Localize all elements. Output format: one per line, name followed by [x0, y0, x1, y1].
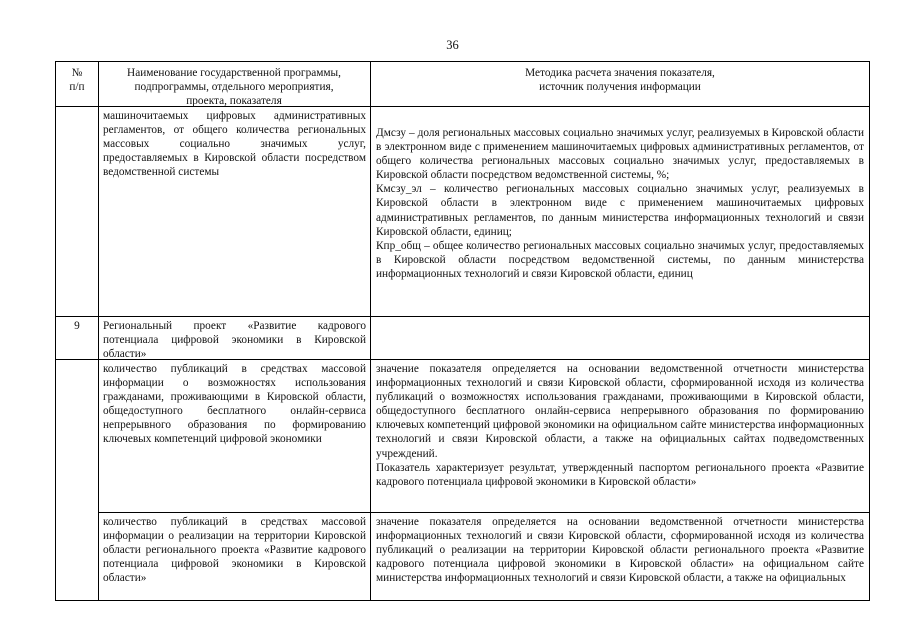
row-number: 9 — [74, 320, 80, 332]
row-divider — [98, 512, 869, 513]
method-paragraph: значение показателя определяется на основании ведомственной отчетности министерства информационных технологий и связи Кировской области, сформированной исходя из количества публикаций о реализации на территории Кировской области регионального проекта «Развитие кадрового потенциала цифровой экономики в Кировской области» на официальном сайте министерства информационных технологий и связи Кировской области, а также на официальных — [376, 516, 864, 585]
method-paragraph: значение показателя определяется на основании ведомственной отчетности министерства информационных технологий и связи Кировской области, сформированной исходя из количества публикаций о возможностях использования гражданами, проживающими в Кировской области, общедоступного бесплатного онлайн-сервиса непрерывного образования по формированию ключевых компетенций цифровой экономики на официальном сайте министерства информационных технологий и связи Кировской области, а также на официальных сайтах подведомственных учреждений. — [376, 363, 864, 460]
row-divider — [56, 316, 869, 317]
page-number: 36 — [446, 38, 459, 52]
column-divider — [370, 62, 371, 600]
row-name: количество публикаций в средствах массовой информации о возможностях использования гражданами, проживающими в Кировской области, общедоступного бесплатного онлайн-сервиса непрерывного образования по формированию ключевых компетенций цифровой экономики — [103, 363, 366, 446]
header-number: № п/п — [69, 67, 85, 94]
row-name: Региональный проект «Развитие кадрового потенциала цифровой экономики в Кировской области» — [103, 320, 366, 361]
method-paragraph: Дмсзу – доля региональных массовых социально значимых услуг, реализуемых в Кировской области в электронном виде с применением машиночитаемых цифровых административных регламентов, от общего количества региональных массовых социально значимых услуг, предоставляемых в Кировской области посредством ведомственной системы, %; — [376, 127, 864, 182]
header-name: Наименование государственной программы, подпрограммы, отдельного мероприятия, проекта, показателя — [127, 67, 341, 108]
column-divider — [98, 62, 99, 600]
row-method — [376, 515, 864, 600]
method-paragraph: Кмсзу_эл – количество региональных массовых социально значимых услуг, реализуемых в Кировской области в электронном виде с применением машиночитаемых цифровых административных регламентов, по данным министерства информационных технологий и связи Кировской области, единиц; — [376, 183, 864, 238]
row-method — [376, 126, 864, 281]
header-method: Методика расчета значения показателя, источник получения информации — [525, 67, 715, 94]
indicator-table — [55, 61, 870, 601]
row-method — [376, 362, 864, 489]
row-name: машиночитаемых цифровых административных регламентов, от общего количества региональных массовых социально значимых услуг, предоставляемых в Кировской области посредством ведомственной системы — [103, 110, 366, 179]
method-paragraph: Кпр_общ – общее количество региональных массовых социально значимых услуг, предоставляемых в Кировской области посредством ведомственной системы, по данным министерства информационных технологий и связи Кировской области, единиц — [376, 239, 864, 280]
row-name: количество публикаций в средствах массовой информации о реализации на территории Кировской области регионального проекта «Развитие кадрового потенциала цифровой экономики в Кировской области» — [103, 516, 366, 585]
method-paragraph: Показатель характеризует результат, утвержденный паспортом регионального проекта «Развитие кадрового потенциала цифровой экономики в Кировской области» — [376, 461, 864, 488]
